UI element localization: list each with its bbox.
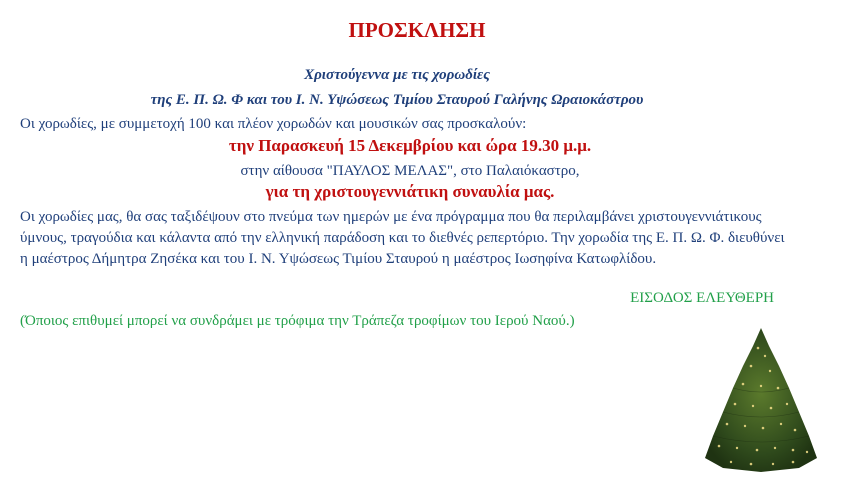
page-title: ΠΡΟΣΚΛΗΣΗ: [348, 18, 486, 42]
free-entry-label: ΕΙΣΟΔΟΣ ΕΛΕΥΘΕΡΗ: [630, 290, 774, 306]
subtitle-line-2: της Ε. Π. Ω. Φ και του Ι. Ν. Υψώσεως Τιμίου Σταυρού Γαλήνης Ωραιοκάστρου: [150, 92, 644, 108]
venue-line: στην αίθουσα "ΠΑΥΛΟΣ ΜΕΛΑΣ", στο Παλαιόκαστρο,: [240, 163, 580, 179]
event-line: για τη χριστουγεννιάτικη συναυλία μας.: [265, 182, 555, 201]
body-paragraph: Οι χορωδίες μας, θα σας ταξιδέψουν στο πνεύμα των ημερών με ένα πρόγραμμα που θα περιλαμβάνει χριστουγεννιάτικους ύμνους, τραγούδια και κάλαντα από την ελληνική παράδοση και το διεθνές ρεπερτόριο. Την χορωδία της Ε. Π. Ω. Φ. διευθύνει η μαέστρος Δήμητρα Ζησέκα και του Ι. Ν. Υψώσεως Τιμίου Σταυρού η μαέστρος Ιωσηφίνα Κατωφλίδου.: [20, 209, 785, 267]
christmas-tree-icon: [703, 326, 819, 476]
donation-note: (Όποιος επιθυμεί μπορεί να συνδράμει με τρόφιμα την Τράπεζα τροφίμων του Ιερού Ναού.): [20, 313, 575, 329]
subtitle-line-1: Χριστούγεννα με τις χορωδίες: [304, 67, 490, 83]
intro-text: Οι χορωδίες, με συμμετοχή 100 και πλέον χορωδών και μουσικών σας προσκαλούν:: [20, 116, 527, 132]
date-line: την Παρασκευή 15 Δεκεμβρίου και ώρα 19.30 μ.μ.: [228, 136, 592, 155]
